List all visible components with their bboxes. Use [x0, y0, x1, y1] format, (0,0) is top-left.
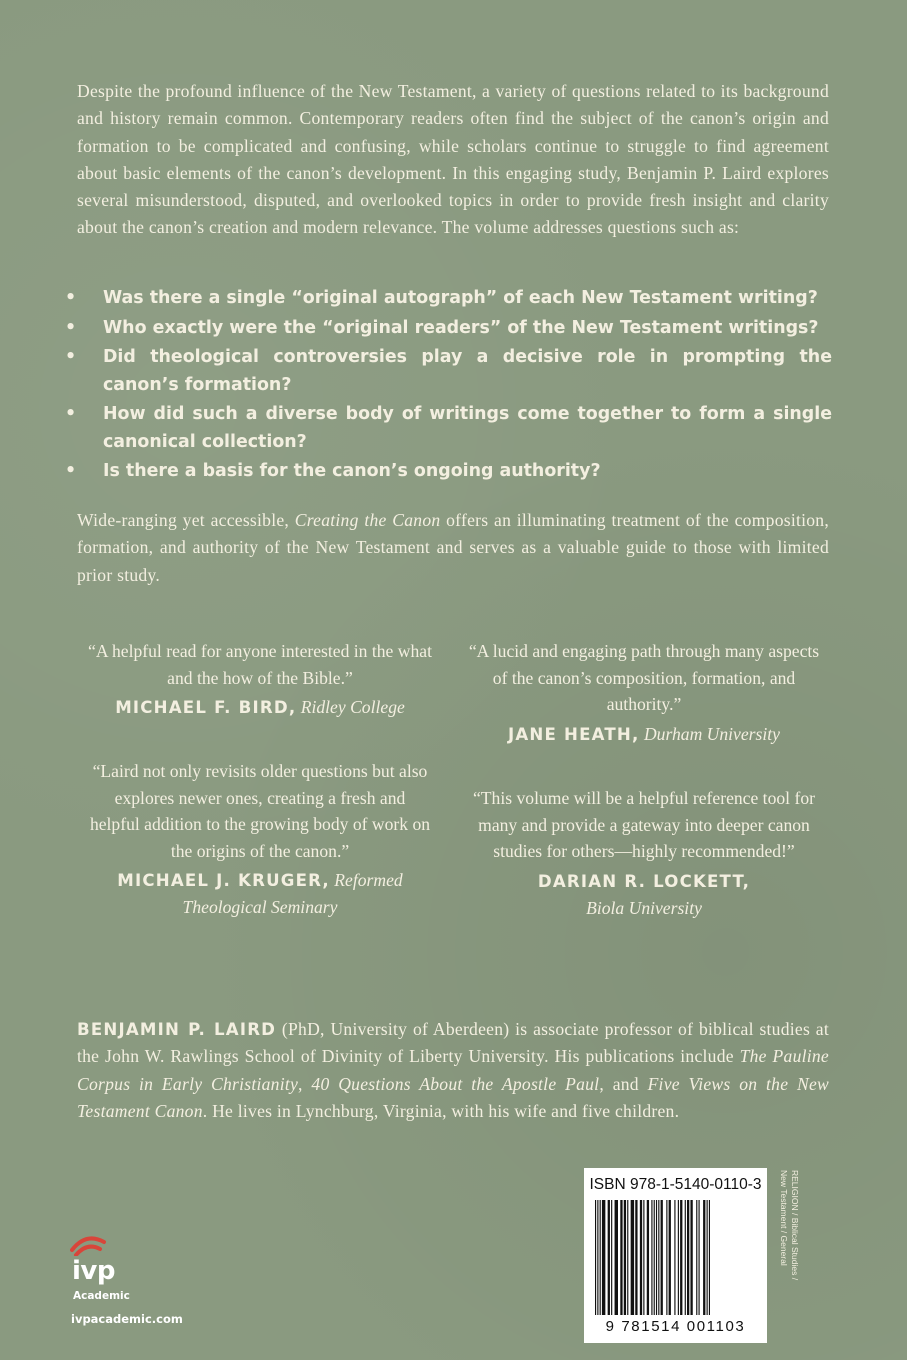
list-item: • Is there a basis for the canon’s ongoing authority?: [62, 458, 832, 486]
endorsement-quote: “A lucid and engaging path through many aspects of the canon’s composition, formation, and authority.”: [468, 641, 820, 714]
barcode-bar: [666, 1200, 667, 1315]
endorsement-lockett: [458, 785, 830, 921]
bullet-icon: •: [65, 288, 77, 308]
endorsement-kruger: [74, 758, 446, 920]
barcode-bar: [699, 1200, 700, 1315]
ivp-arcs-icon: [70, 1228, 110, 1256]
barcode-image: [593, 1200, 758, 1315]
endorsement-quote: “This volume will be a helpful reference tool for many and provide a gateway into deeper canon studies for others—highly recommended!”: [473, 788, 815, 861]
barcode-bar: [690, 1200, 692, 1315]
barcode-bar: [600, 1200, 601, 1315]
endorsement-quote: “A helpful read for anyone interested in the what and the how of the Bible.”: [88, 641, 432, 688]
barcode-bar: [597, 1200, 598, 1315]
barcode-bar: [615, 1200, 618, 1315]
endorsement-bird: [74, 638, 446, 721]
publisher-url[interactable]: ivpacademic.com: [71, 1312, 183, 1326]
list-item: • How did such a diverse body of writings come together to form a single canonical collection?: [62, 401, 832, 456]
questions-list: [62, 285, 832, 488]
list-item: • Did theological controversies play a decisive role in prompting the canon’s formation?: [62, 344, 832, 399]
barcode-bar: [654, 1200, 655, 1315]
barcode-bar: [608, 1200, 610, 1315]
barcode-bar: [678, 1200, 679, 1315]
barcode-bar: [656, 1200, 657, 1315]
publisher-imprint: Academic: [73, 1290, 130, 1302]
publisher-wordmark: ivp: [72, 1256, 115, 1286]
barcode-bar: [643, 1200, 644, 1315]
barcode-bar: [631, 1200, 634, 1315]
barcode-bar: [602, 1200, 605, 1315]
endorsement-attribution: DARIAN R. LOCKETT, Biola University: [537, 871, 751, 918]
barcode-bar: [709, 1200, 710, 1315]
endorsement-quote: “Laird not only revisits older questions but also explores newer ones, creating a fresh and helpful addition to the growing body of work on the origins of the canon.”: [89, 761, 431, 861]
isbn-label: ISBN 978-1-5140-0110-3: [589, 1176, 762, 1193]
barcode-bar: [595, 1200, 596, 1315]
bullet-icon: •: [65, 317, 77, 338]
barcode-bar: [647, 1200, 649, 1315]
barcode-bar: [703, 1200, 705, 1315]
endorsement-heath: [458, 638, 830, 748]
barcode-bar: [674, 1200, 675, 1315]
barcode-bar: [624, 1200, 626, 1315]
barcode-bar: [680, 1200, 682, 1315]
barcode-digits: 9 781514 001103: [605, 1318, 746, 1335]
barcode-bar: [687, 1200, 689, 1315]
barcode-bar: [685, 1200, 686, 1315]
barcode-bar: [635, 1200, 637, 1315]
barcode-panel: [584, 1168, 767, 1343]
barcode-bar: [640, 1200, 642, 1315]
barcode-bar: [658, 1200, 659, 1315]
endorsement-attribution: JANE HEATH, Durham University: [508, 723, 780, 744]
barcode-bar: [696, 1200, 697, 1315]
barcode-bar: [707, 1200, 708, 1315]
endorsement-attribution: MICHAEL J. KRUGER, Reformed Theological Seminary: [117, 870, 403, 917]
author-bio: BENJAMIN P. LAIRD (PhD, University of Aberdeen) is associate professor of biblical studies at the John W. Rawlings School of Divinity of Liberty University. His publications include The Pauline Corpus in Early Christianity, 40 Questions About the Apostle Paul, and Five Views on the New Testament Canon. He lives in Lynchburg, Virginia, with his wife and five children.: [77, 1019, 830, 1121]
summary-paragraph: Wide-ranging yet accessible, Creating the Canon offers an illuminating treatment of the composition, formation, and authority of the New Testament and serves as a valuable guide to those with limited prior study.: [77, 510, 829, 585]
bullet-icon: •: [65, 461, 77, 481]
bullet-icon: •: [65, 404, 77, 424]
barcode-bar: [620, 1200, 622, 1315]
bullet-icon: •: [65, 347, 77, 367]
endorsement-attribution: MICHAEL F. BIRD, Ridley College: [115, 697, 405, 717]
category-label: RELIGION / Biblical Studies / New Testament / General: [779, 1170, 800, 1281]
barcode-bar: [611, 1200, 612, 1315]
barcode-bar: [651, 1200, 652, 1315]
publisher-logo: [70, 1228, 220, 1338]
list-item: • Who exactly were the “original readers” of the New Testament writings?: [62, 315, 832, 343]
list-item: • Was there a single “original autograph” of each New Testament writing?: [62, 285, 832, 313]
barcode-bar: [669, 1200, 671, 1315]
barcode-bar: [627, 1200, 628, 1315]
barcode-bar: [661, 1200, 663, 1315]
book-title: Creating the Canon: [294, 510, 441, 530]
description-paragraph: Despite the profound influence of the New Testament, a variety of questions related to its background and history remain common. Contemporary readers often find the subject of the canon’s origin and formation to be complicated and confusing, while scholars continue to struggle to find agreement about basic elements of the canon’s development. In this engaging study, Benjamin P. Laird explores several misunderstood, disputed, and overlooked topics in order to provide fresh insight and clarity about the canon’s creation and modern relevance. The volume addresses questions such as:: [77, 81, 829, 238]
